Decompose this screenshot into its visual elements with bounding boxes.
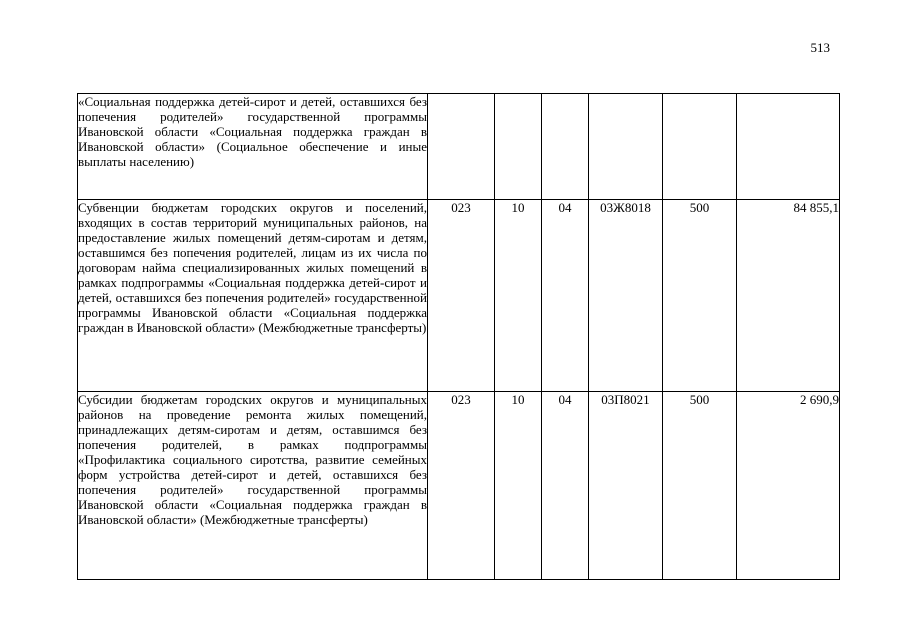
- amount: 84 855,1: [737, 200, 840, 392]
- row-description: Субсидии бюджетам городских округов и муниципальных районов на проведение ремонта жилых помещений, принадлежащих детям-сиротам и детям, оставшимся без попечения родителей, в рамках подпрограммы «Профилактика социального сиротства, развитие семейных форм устройства детей-сирот и детей, оставшихся без попечения родителей» государственной программы Ивановской области «Социальная поддержка граждан в Ивановской области» (Межбюджетные трансферты): [78, 392, 428, 580]
- subsection-code: 04: [542, 200, 589, 392]
- expense-type-code: 500: [663, 392, 737, 580]
- ministry-code: [428, 94, 495, 200]
- row-description: Субвенции бюджетам городских округов и поселений, входящих в состав территорий муниципальных районов, на предоставление жилых помещений детям-сиротам и детям, оставшимся без попечения родителей, лицам из их числа по договорам найма специализированных жилых помещений в рамках подпрограммы «Социальная поддержка детей-сирот и детей, оставшихся без попечения родителей» государственной программы Ивановской области «Социальная поддержка граждан в Ивановской области» (Межбюджетные трансферты): [78, 200, 428, 392]
- row-description: «Социальная поддержка детей-сирот и детей, оставшихся без попечения родителей» государственной программы Ивановской области «Социальная поддержка граждан в Ивановской области» (Социальное обеспечение и иные выплаты населению): [78, 94, 428, 200]
- amount: [737, 94, 840, 200]
- subsection-code: 04: [542, 392, 589, 580]
- section-code: 10: [495, 392, 542, 580]
- expense-type-code: 500: [663, 200, 737, 392]
- table-row: [78, 392, 840, 580]
- section-code: [495, 94, 542, 200]
- page-number: 513: [810, 40, 830, 55]
- ministry-code: 023: [428, 200, 495, 392]
- target-article-code: 03Ж8018: [589, 200, 663, 392]
- target-article-code: 03П8021: [589, 392, 663, 580]
- subsection-code: [542, 94, 589, 200]
- table-row: [78, 94, 840, 200]
- ministry-code: 023: [428, 392, 495, 580]
- expense-type-code: [663, 94, 737, 200]
- table-row: [78, 200, 840, 392]
- budget-table: [77, 93, 840, 580]
- target-article-code: [589, 94, 663, 200]
- section-code: 10: [495, 200, 542, 392]
- amount: 2 690,9: [737, 392, 840, 580]
